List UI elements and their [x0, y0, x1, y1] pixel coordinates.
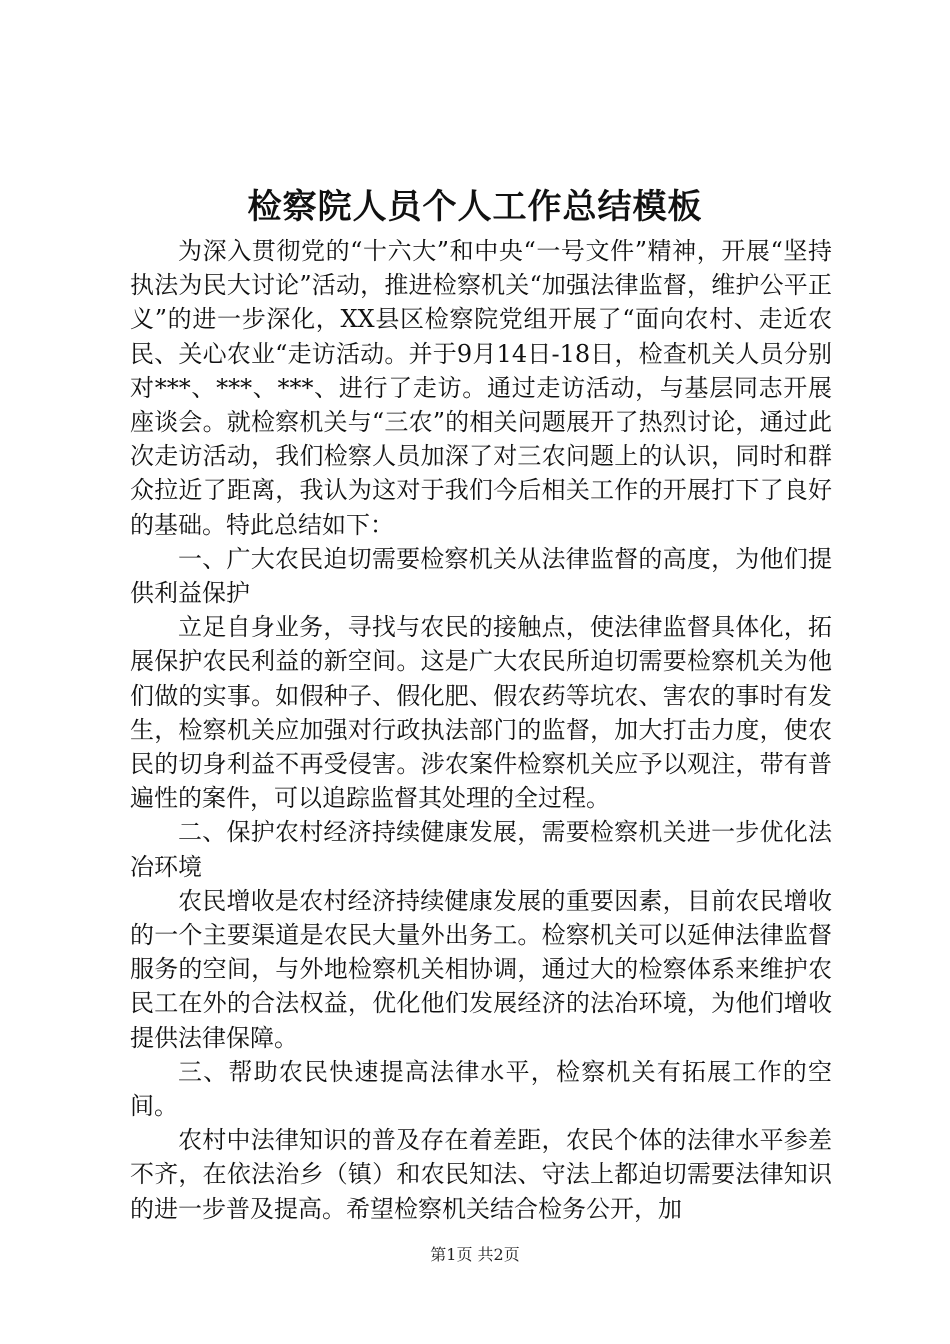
- document-title: 检察院人员个人工作总结模板: [247, 187, 703, 227]
- paragraph-intro: 为深入贯彻党的“十六大”和中央“一号文件”精神，开展“坚持执法为民大讨论”活动，推进检察机关“加强法律监督，维护公平正义”的进一步深化，XX县区检察院党组开展了“面向农村、走近农民、关心农业“走访活动。并于9月14日-18日，检查机关人员分别对***、***、***、进行了走访。通过走访活动，与基层同志开展座谈会。就检察机关与“三农”的相关问题展开了热烈讨论，通过此次走访活动，我们检察人员加深了对三农问题上的认识，同时和群众拉近了距离，我认为这对于我们今后相关工作的开展打下了良好的基础。特此总结如下：: [130, 237, 832, 539]
- section-heading-1: 一、广大农民迫切需要检察机关从法律监督的高度，为他们提供利益保护: [130, 544, 832, 608]
- page-footer: 第1页 共2页: [430, 1245, 520, 1264]
- section-heading-2: 二、保护农村经济持续健康发展，需要检察机关进一步优化法冶环境: [130, 818, 832, 881]
- section-heading-3: 三、帮助农民快速提高法律水平，检察机关有拓展工作的空间。: [130, 1057, 832, 1121]
- paragraph-section-3: 农村中法律知识的普及存在着差距，农民个体的法律水平参差不齐，在依法治乡（镇）和农民知法、守法上都迫切需要法律知识的进一步普及提高。希望检察机关结合检务公开，加: [130, 1126, 832, 1223]
- paragraph-section-2: 农民增收是农村经济持续健康发展的重要因素，目前农民增收的一个主要渠道是农民大量外出务工。检察机关可以延伸法律监督服务的空间，与外地检察机关相协调，通过大的检察体系来维护农民工在外的合法权益，优化他们发展经济的法冶环境，为他们增收提供法律保障。: [130, 886, 832, 1052]
- document-body: [130, 234, 832, 1226]
- paragraph-section-1: 立足自身业务，寻找与农民的接触点，使法律监督具体化，拓展保护农民利益的新空间。这是广大农民所迫切需要检察机关为他们做的实事。如假种子、假化肥、假农药等坑农、害农的事时有发生，检察机关应加强对行政执法部门的监督，加大打击力度，使农民的切身利益不再受侵害。涉农案件检察机关应予以观注，带有普遍性的案件，可以追踪监督其处理的全过程。: [130, 613, 832, 813]
